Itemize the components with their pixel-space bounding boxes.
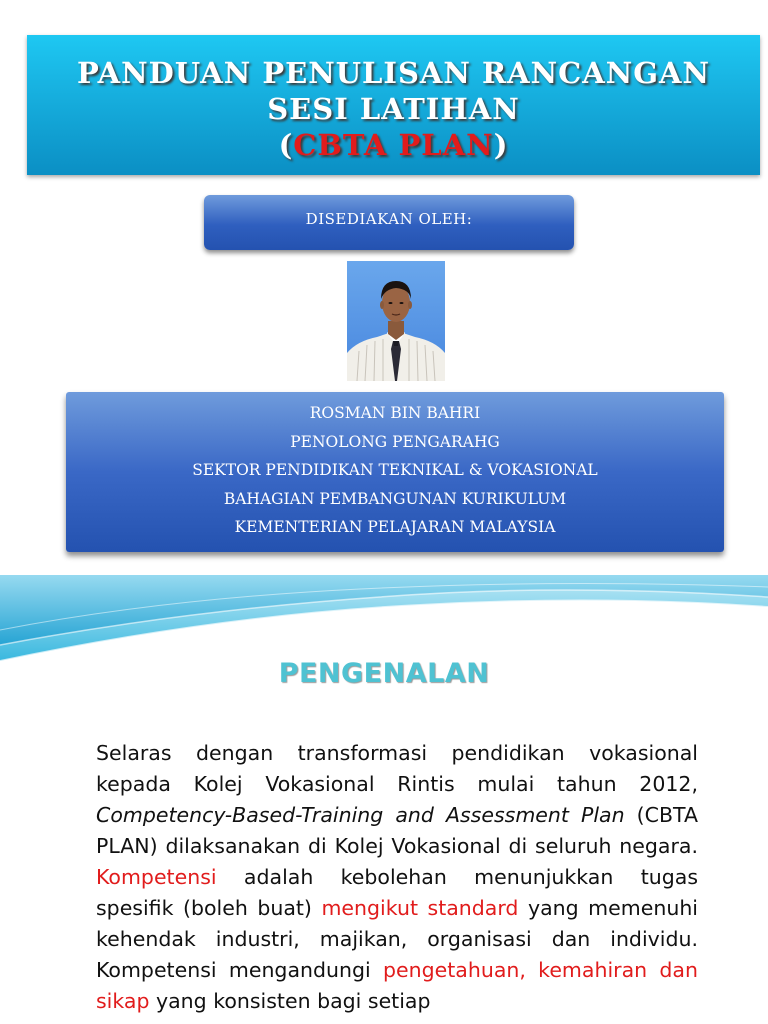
slide-2	[0, 575, 768, 1024]
para-highlight-ksa: pengetahuan, kemahiran dan sikap	[96, 958, 698, 1013]
title-banner	[27, 35, 760, 175]
author-name: ROSMAN BIN BAHRI	[309, 404, 481, 422]
title-line-3	[27, 127, 760, 163]
author-info-box	[66, 392, 724, 552]
para-text-5: adalah kebolehan menunjukkan tugas spesifik (boleh buat)	[96, 865, 698, 920]
para-text-9: yang konsisten bagi setiap	[149, 989, 431, 1013]
author-info-lines	[66, 399, 724, 542]
para-text-3: (CBTA PLAN) dilaksanakan di Kolej Vokasional di seluruh negara.	[96, 803, 698, 858]
para-highlight-standard: mengikut standard	[321, 896, 519, 920]
title-cbta-plan: CBTA PLAN	[293, 128, 494, 162]
page-title	[27, 55, 760, 163]
para-text-cbta-full: Competency-Based-Training and Assessment Plan	[96, 803, 625, 827]
title-paren-open: (	[278, 128, 294, 162]
author-portrait-image	[347, 261, 445, 381]
intro-paragraph	[96, 738, 698, 1017]
wave-header-decoration	[0, 575, 768, 670]
para-highlight-kompetensi: Kompetensi	[96, 865, 217, 889]
title-line-2: SESI LATIHAN	[267, 92, 520, 126]
para-text-7: yang memenuhi kehendak industri, majikan, organisasi dan individu. Kompetensi mengandungi	[96, 896, 699, 982]
title-paren-close: )	[493, 128, 509, 162]
author-position: PENOLONG PENGARAHG	[290, 432, 500, 451]
author-photo	[347, 261, 445, 381]
author-sector: SEKTOR PENDIDIKAN TEKNIKAL & VOKASIONAL	[192, 461, 598, 479]
author-ministry: KEMENTERIAN PELAJARAN MALAYSIA	[234, 518, 556, 536]
prepared-by-box	[204, 195, 574, 250]
prepared-by-label: DISEDIAKAN OLEH:	[305, 210, 473, 228]
section-heading: PENGENALAN	[278, 658, 490, 689]
author-division: BAHAGIAN PEMBANGUNAN KURIKULUM	[223, 489, 567, 508]
title-line-1: PANDUAN PENULISAN RANCANGAN	[76, 56, 711, 90]
para-text-1: Selaras dengan transformasi pendidikan vokasional kepada Kolej Vokasional Rintis mulai tahun 2012,	[96, 741, 698, 796]
